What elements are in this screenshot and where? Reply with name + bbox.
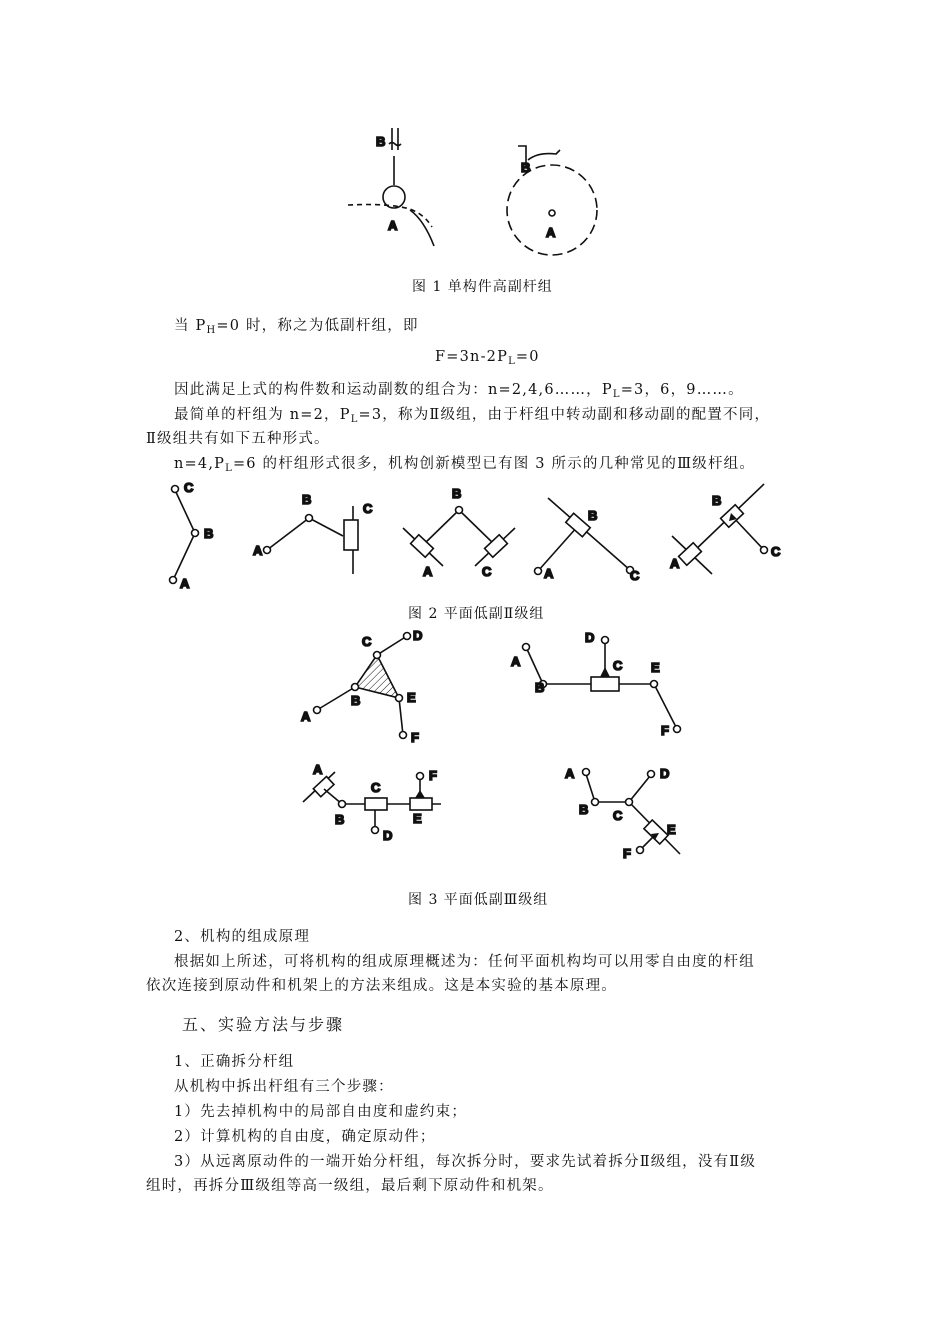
formula-prefix: F=3n-2P — [435, 349, 509, 365]
fig2-g5-label-A: A — [670, 556, 680, 571]
fig2-g4-label-A: A — [544, 566, 554, 581]
fig3-t1-label-C: C — [362, 634, 372, 649]
fig3-t1-label-F: F — [411, 730, 419, 745]
p3-prefix: 最简单的杆组为 n=2，P — [174, 407, 351, 423]
p3-suffix: =3，称为Ⅱ级组，由于杆组中转动副和移动副的配置不同， — [358, 407, 771, 423]
figure-2-diagram — [160, 478, 800, 591]
fig3-t1-label-B: B — [351, 693, 361, 708]
section-5-step1: 1）先去掉机构中的局部自由度和虚约束； — [174, 1104, 468, 1120]
rrr-group-drawing — [170, 486, 199, 584]
section-5-subtitle: 1、正确拆分杆组 — [174, 1054, 295, 1070]
p2-prefix: 因此满足上式的构件数和运动副数的组合为：n=2,4,6……，P — [174, 382, 613, 398]
fig3-t3-label-D: D — [383, 828, 393, 843]
figure-3-caption: 图 3 平面低副Ⅲ级组 — [408, 892, 549, 908]
fig2-g2-label-A: A — [253, 543, 263, 558]
fig3-t2-label-C: C — [613, 658, 623, 673]
section-5-step2: 2）计算机构的自由度，确定原动件； — [174, 1129, 436, 1145]
section-5-intro: 从机构中拆出杆组有三个步骤： — [174, 1079, 394, 1095]
fig3-t2-label-A: A — [511, 654, 521, 669]
p1-suffix: =0 时，称之为低副杆组，即 — [216, 318, 419, 334]
section-2-text-line2: 依次连接到原动件和机架上的方法来组成。这是本实验的基本原理。 — [146, 978, 617, 994]
fig1-label-left-B: B — [376, 134, 386, 149]
fig3-t4-label-C: C — [613, 808, 623, 823]
fig3-t2-label-F: F — [661, 723, 669, 738]
fig2-g2-label-B: B — [302, 492, 312, 507]
fig1-label-left-A: A — [388, 218, 398, 233]
fig2-g3-label-B: B — [452, 486, 462, 501]
fig3-t3-label-E: E — [413, 811, 422, 826]
fig2-g3-label-C: C — [482, 564, 492, 579]
fig2-g2-label-C: C — [363, 501, 373, 516]
section-2-title: 2、机构的组成原理 — [174, 929, 311, 945]
fig2-g1-label-C: C — [184, 480, 194, 495]
fig3-t3-label-A: A — [313, 762, 323, 777]
fig2-g3-label-A: A — [423, 564, 433, 579]
fig3-t3-label-C: C — [371, 780, 381, 795]
figure-1-caption: 图 1 单构件高副杆组 — [412, 279, 553, 295]
fig3-t3-label-F: F — [429, 768, 437, 783]
p2-subscript: L — [612, 389, 621, 400]
p3-subscript: L — [350, 414, 359, 425]
formula-suffix: =0 — [515, 349, 540, 365]
section-5-step3-line2: 组时，再拆分Ⅲ级组等高一级组，最后剩下原动件和机架。 — [146, 1178, 554, 1194]
fig3-t4-label-F: F — [623, 846, 631, 861]
p1-prefix: 当 P — [174, 318, 207, 334]
fig3-t2-label-D: D — [585, 630, 595, 645]
fig3-t4-label-B: B — [579, 802, 589, 817]
oblique-slider-class3-group-drawing — [583, 769, 681, 855]
formula-subscript: L — [508, 356, 516, 367]
fig2-g4-label-C: C — [630, 568, 640, 583]
fig3-t1-label-A: A — [301, 709, 311, 724]
paragraph-simplest-group — [146, 405, 806, 425]
fig3-t4-label-D: D — [660, 766, 670, 781]
section-2-text-line1: 根据如上所述，可将机构的组成原理概述为：任何平面机构均可以用零自由度的杆组 — [174, 954, 755, 970]
fig2-g5-label-B: B — [712, 493, 722, 508]
rpr-group-drawing — [535, 498, 634, 575]
fig2-g1-label-A: A — [180, 576, 190, 591]
fig2-g5-label-C: C — [771, 544, 781, 559]
fig3-t4-label-E: E — [667, 822, 676, 837]
p4-prefix: n=4,P — [174, 456, 226, 472]
fig3-t2-label-B: B — [535, 680, 545, 695]
figure-1-diagram — [330, 120, 620, 265]
fig1-label-right-A: A — [546, 225, 556, 240]
figure-2-caption: 图 2 平面低副Ⅱ级组 — [408, 606, 545, 622]
section-5-step3-line1: 3）从远离原动件的一端开始分杆组，每次拆分时，要求先试着拆分Ⅱ级组，没有Ⅱ级 — [174, 1154, 757, 1170]
paragraph-combinations — [146, 380, 806, 400]
fig3-t3-label-B: B — [335, 812, 345, 827]
fig3-t1-label-E: E — [407, 690, 416, 705]
fig2-g4-label-B: B — [588, 508, 598, 523]
slider-class3-group-drawing — [523, 637, 681, 733]
fig2-g1-label-B: B — [204, 526, 214, 541]
rrp-group-drawing — [264, 506, 359, 574]
p4-subscript: L — [225, 463, 233, 474]
prp-group-drawing — [403, 507, 515, 567]
fig1-label-right-B: B — [521, 160, 531, 175]
section-5-heading: 五、实验方法与步骤 — [182, 1015, 345, 1034]
fig3-t1-label-D: D — [413, 628, 423, 643]
figure-3-diagram — [295, 622, 715, 872]
paragraph-low-pair-group — [146, 316, 806, 336]
fig3-t2-label-E: E — [651, 660, 660, 675]
paragraph-simplest-group-line2: Ⅱ级组共有如下五种形式。 — [146, 431, 330, 447]
paragraph-class3-intro — [146, 454, 806, 474]
fig3-t4-label-A: A — [565, 766, 575, 781]
p4-suffix: =6 的杆组形式很多，机构创新模型已有图 3 所示的几种常见的Ⅲ级杆组。 — [232, 456, 756, 472]
formula — [435, 347, 540, 367]
p1-subscript: H — [206, 325, 217, 336]
p2-suffix: =3，6，9……。 — [620, 382, 744, 398]
